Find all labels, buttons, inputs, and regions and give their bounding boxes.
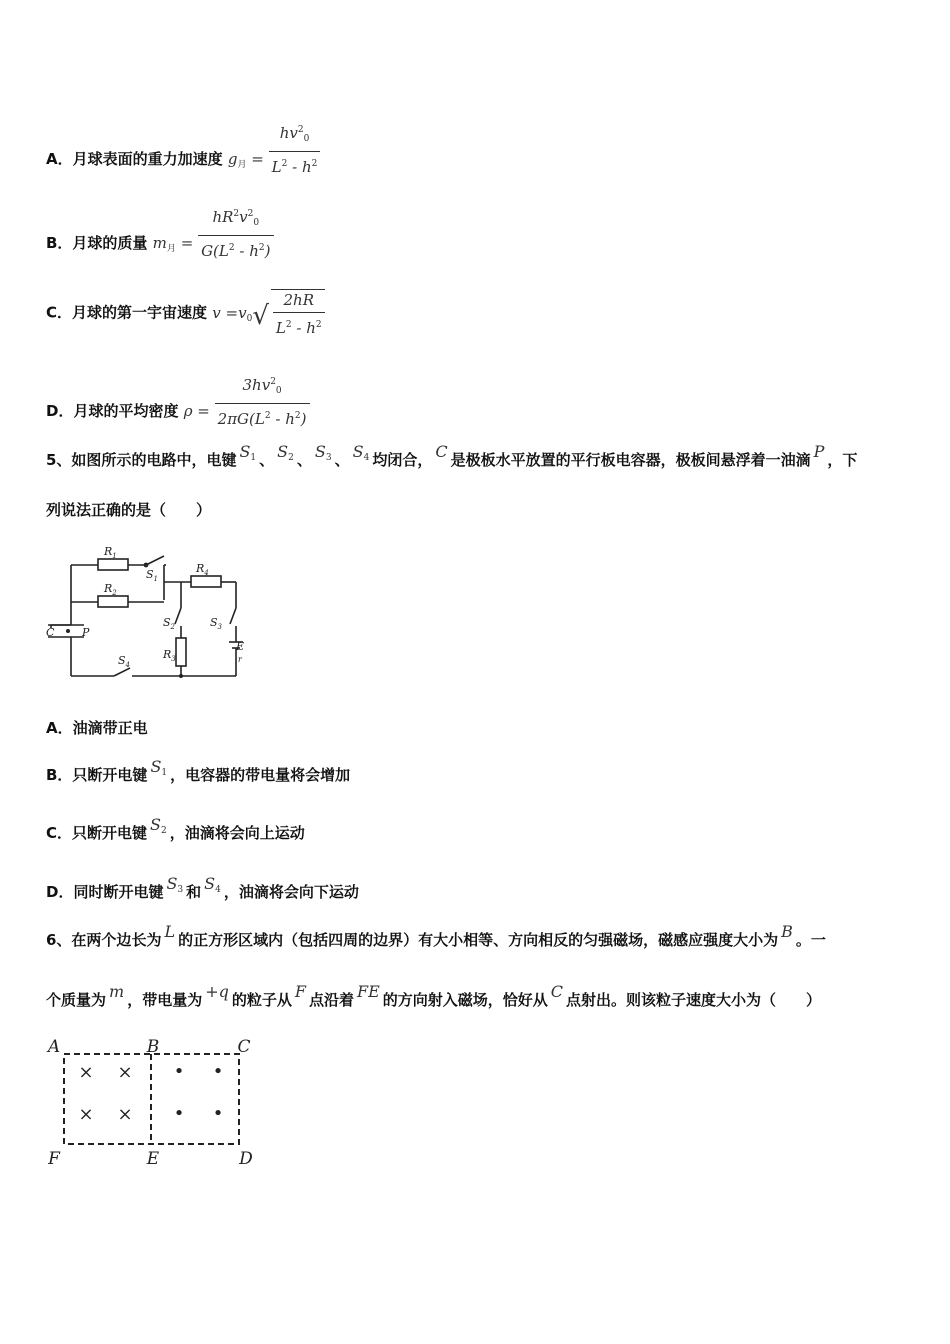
option-d-label: D．月球的平均密度 xyxy=(46,402,179,420)
label-d: D xyxy=(239,1149,253,1169)
formula-a: $g_月$ = $\frac{hv^2_0}{L^2 - h^2}$ xyxy=(228,150,321,168)
field-into-page: × xyxy=(78,1062,94,1083)
formula-c: $v =v_0√$ $\frac{2hR}{L^2 - h^2}$ xyxy=(212,304,324,322)
magnetic-field-diagram xyxy=(46,1032,266,1172)
q5-stem-line1: 5、如图所示的电路中，电键 $S_1$ 、 $S_2$ 、 $S_3$ 、 $S_4$ 均闭合， C 是极板水平放置的平行板电容器，极板间悬浮着一油滴 P ，下 xyxy=(46,442,858,469)
formula-b: $m_月$ = $\frac{hR^2v^2_0}{G(L^2 - h^2)}$ xyxy=(153,234,274,252)
field-out-of-page: • xyxy=(212,1103,224,1124)
switch-s1 xyxy=(146,556,164,565)
q5-stem-line2: 列说法正确的是（ ） xyxy=(46,501,212,519)
label-s2: $S_2$ xyxy=(163,616,176,631)
switch-s3 xyxy=(230,608,236,624)
option-c-label: C．月球的第一宇宙速度 xyxy=(46,303,208,322)
label-a: A xyxy=(47,1037,61,1057)
q5-option-b: B．只断开电键 $S_1$ ，电容器的带电量将会增加 xyxy=(46,757,351,784)
label-e: E xyxy=(236,640,245,653)
option-b-label: B．月球的质量 xyxy=(46,234,148,252)
q5-option-c: C．只断开电键 $S_2$ ，油滴将会向上运动 xyxy=(46,815,305,842)
field-out-of-page: • xyxy=(173,1103,185,1124)
label-r3: $R_3$ xyxy=(163,648,176,663)
switch-s4 xyxy=(114,668,130,676)
switch-s2 xyxy=(175,608,181,624)
q6-stem-line1: 6、在两个边长为 L 的正方形区域内（包括四周的边界）有大小相等、方向相反的匀强磁场，磁感应强度大小为 B 。一 xyxy=(46,922,826,949)
option-a-label: A．月球表面的重力加速度 xyxy=(46,150,223,168)
field-into-page: × xyxy=(117,1104,133,1125)
label-p: P xyxy=(82,626,90,639)
q6-stem-line2: 个质量为 m ，带电量为 +q 的粒子从 F 点沿着 FE 的方向射入磁场，恰好从 C 点射出。则该粒子速度大小为（ ） xyxy=(46,982,822,1009)
field-out-of-page: • xyxy=(212,1061,224,1082)
resistor-r1 xyxy=(98,559,128,570)
resistor-r3 xyxy=(176,638,186,666)
circuit-diagram xyxy=(46,540,246,685)
label-c: C xyxy=(46,626,55,639)
label-r: r xyxy=(238,655,242,664)
q5-option-a: A．油滴带正电 xyxy=(46,719,148,737)
label-f: F xyxy=(48,1149,60,1169)
option-b xyxy=(46,204,274,261)
field-into-page: × xyxy=(78,1104,94,1125)
label-s4: $S_4$ xyxy=(118,654,131,669)
label-e-corner: E xyxy=(146,1149,160,1169)
label-r2: $R_2$ xyxy=(104,582,117,597)
label-s3: $S_3$ xyxy=(210,616,223,631)
formula-d: ρ = $\frac{3hv^2_0}{2\pi G(L^2 - h^2)}$ xyxy=(184,402,310,420)
option-d xyxy=(46,372,310,429)
resistor-r4 xyxy=(191,576,221,587)
resistor-r2 xyxy=(98,596,128,607)
option-a xyxy=(46,120,320,177)
q5-option-d: D．同时断开电键 $S_3$ 和 $S_4$ ，油滴将会向下运动 xyxy=(46,874,359,901)
field-into-page: × xyxy=(117,1062,133,1083)
label-r4: $R_4$ xyxy=(196,562,209,577)
field-out-of-page: • xyxy=(173,1061,185,1082)
label-c-corner: C xyxy=(237,1037,251,1057)
label-b: B xyxy=(146,1037,160,1057)
option-c xyxy=(46,289,325,338)
label-r1: $R_1$ xyxy=(104,545,117,560)
label-s1: $S_1$ xyxy=(146,568,159,583)
oil-drop xyxy=(66,629,70,633)
